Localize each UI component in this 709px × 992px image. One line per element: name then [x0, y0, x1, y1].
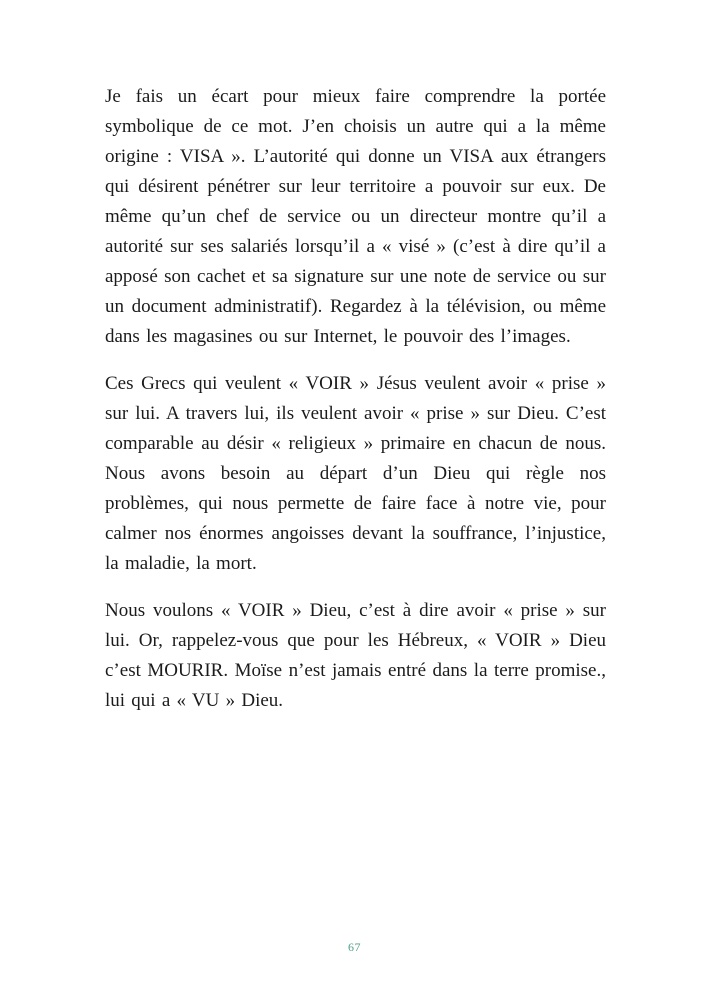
paragraph-1: Je fais un écart pour mieux faire comprendre la portée symbolique de ce mot. J’en choisis un autre qui a la même origine : VISA ». L’autorité qui donne un VISA aux étrangers qui désirent pénétrer sur leur territoire a pouvoir sur eux. De même qu’un chef de service ou un directeur montre qu’il a autorité sur ses salariés lorsqu’il a « visé » (c’est à dire qu’il a apposé son cachet et sa signature sur une note de service ou sur un document administratif). Regardez à la télévision, ou même dans les magasines ou sur Internet, le pouvoir des l’images. — [105, 86, 606, 347]
paragraph-2: Ces Grecs qui veulent « VOIR » Jésus veulent avoir « prise » sur lui. A travers lui, ils veulent avoir « prise » sur Dieu. C’est comparable au désir « religieux » primaire en chacun de nous. Nous avons besoin au départ d’un Dieu qui règle nos problèmes, qui nous permette de faire face à notre vie, pour calmer nos énormes angoisses devant la souffrance, l’injustice, la maladie, la mort. — [105, 373, 606, 574]
page-number: 67 — [348, 940, 361, 954]
text-block — [105, 82, 606, 716]
page-footer — [0, 938, 709, 956]
paragraph-3: Nous voulons « VOIR » Dieu, c’est à dire avoir « prise » sur lui. Or, rappelez-vous que pour les Hébreux, « VOIR » Dieu c’est MOURIR. Moïse n’est jamais entré dans la terre promise., lui qui a « VU » Dieu. — [105, 600, 606, 711]
